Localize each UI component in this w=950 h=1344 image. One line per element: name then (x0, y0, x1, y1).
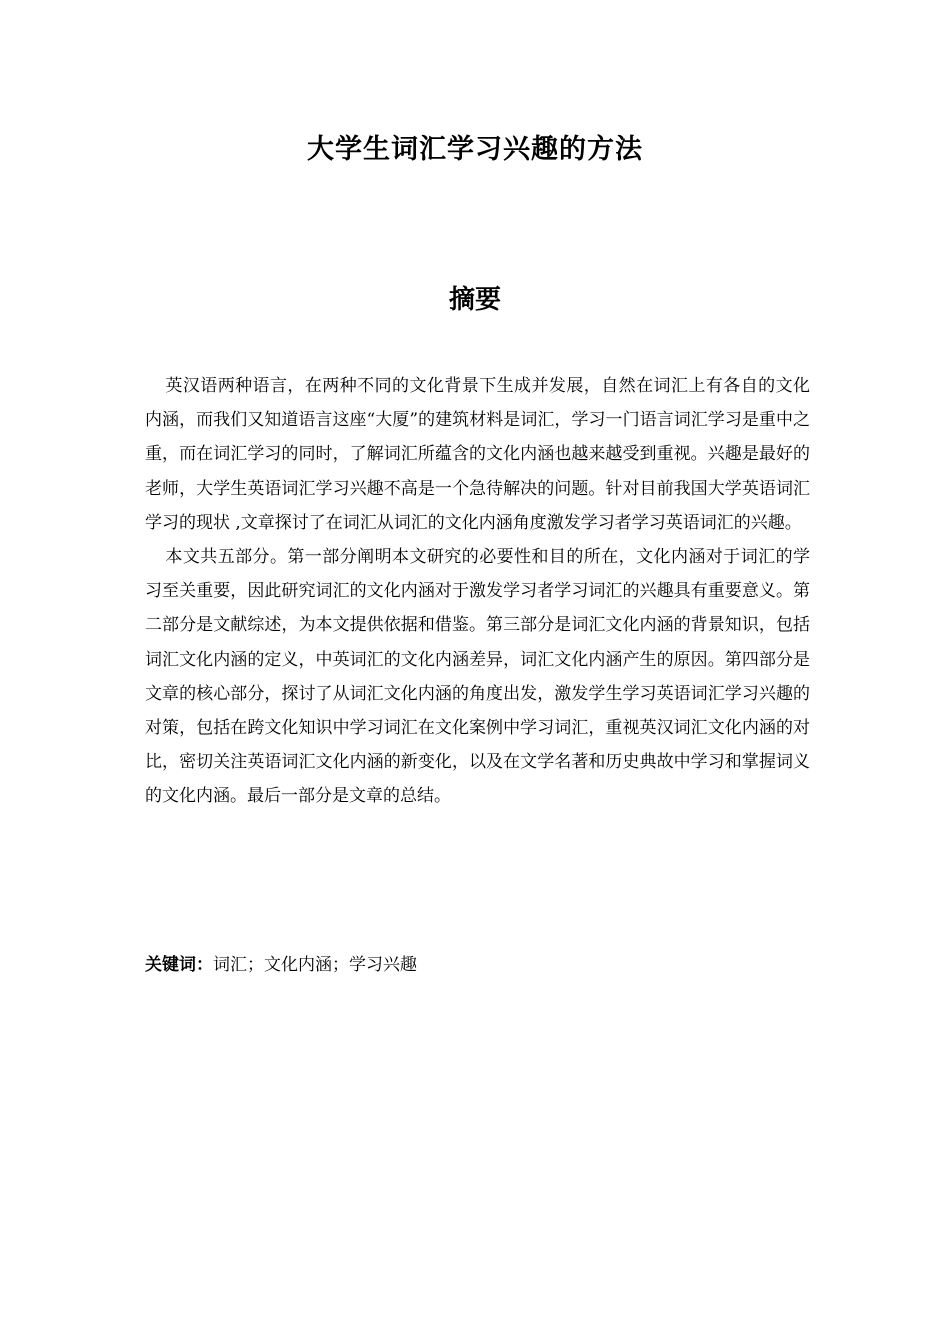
abstract-paragraph-2: 本文共五部分。第一部分阐明本文研究的必要性和目的所在，文化内涵对于词汇的学习至关重要，因此研究词汇的文化内涵对于激发学习者学习词汇的兴趣具有重要意义。第二部分是文献综述，为本文提供依据和借鉴。第三部分是词汇文化内涵的背景知识，包括词汇文化内涵的定义，中英词汇的文化内涵差异，词汇文化内涵产生的原因。第四部分是文章的核心部分，探讨了从词汇文化内涵的角度出发，激发学生学习英语词汇学习兴趣的对策，包括在跨文化知识中学习词汇在文化案例中学习词汇，重视英汉词汇文化内涵的对比，密切关注英语词汇文化内涵的新变化，以及在文学名著和历史典故中学习和掌握词义的文化内涵。最后一部分是文章的总结。 (145, 547, 810, 807)
document-title: 大学生词汇学习兴趣的方法 (307, 134, 643, 165)
keywords-value: 词汇；文化内涵；学习兴趣 (213, 955, 417, 975)
abstract-paragraph-1: 英汉语两种语言，在两种不同的文化背景下生成并发展，自然在词汇上有各自的文化内涵，而我们又知道语言这座“大厦”的建筑材料是词汇，学习一门语言词汇学习是重中之重，而在词汇学习的同时，了解词汇所蕴含的文化内涵也越来越受到重视。兴趣是最好的老师，大学生英语词汇学习兴趣不高是一个急待解决的问题。针对目前我国大学英语词汇学习的现状 ,文章探讨了在词汇从词汇的文化内涵角度激发学习者学习英语词汇的兴趣。 (145, 376, 810, 533)
abstract-body (145, 369, 810, 814)
keywords-label: 关键词： (145, 955, 213, 975)
abstract-heading: 摘要 (448, 285, 501, 315)
keywords-line (145, 950, 810, 980)
